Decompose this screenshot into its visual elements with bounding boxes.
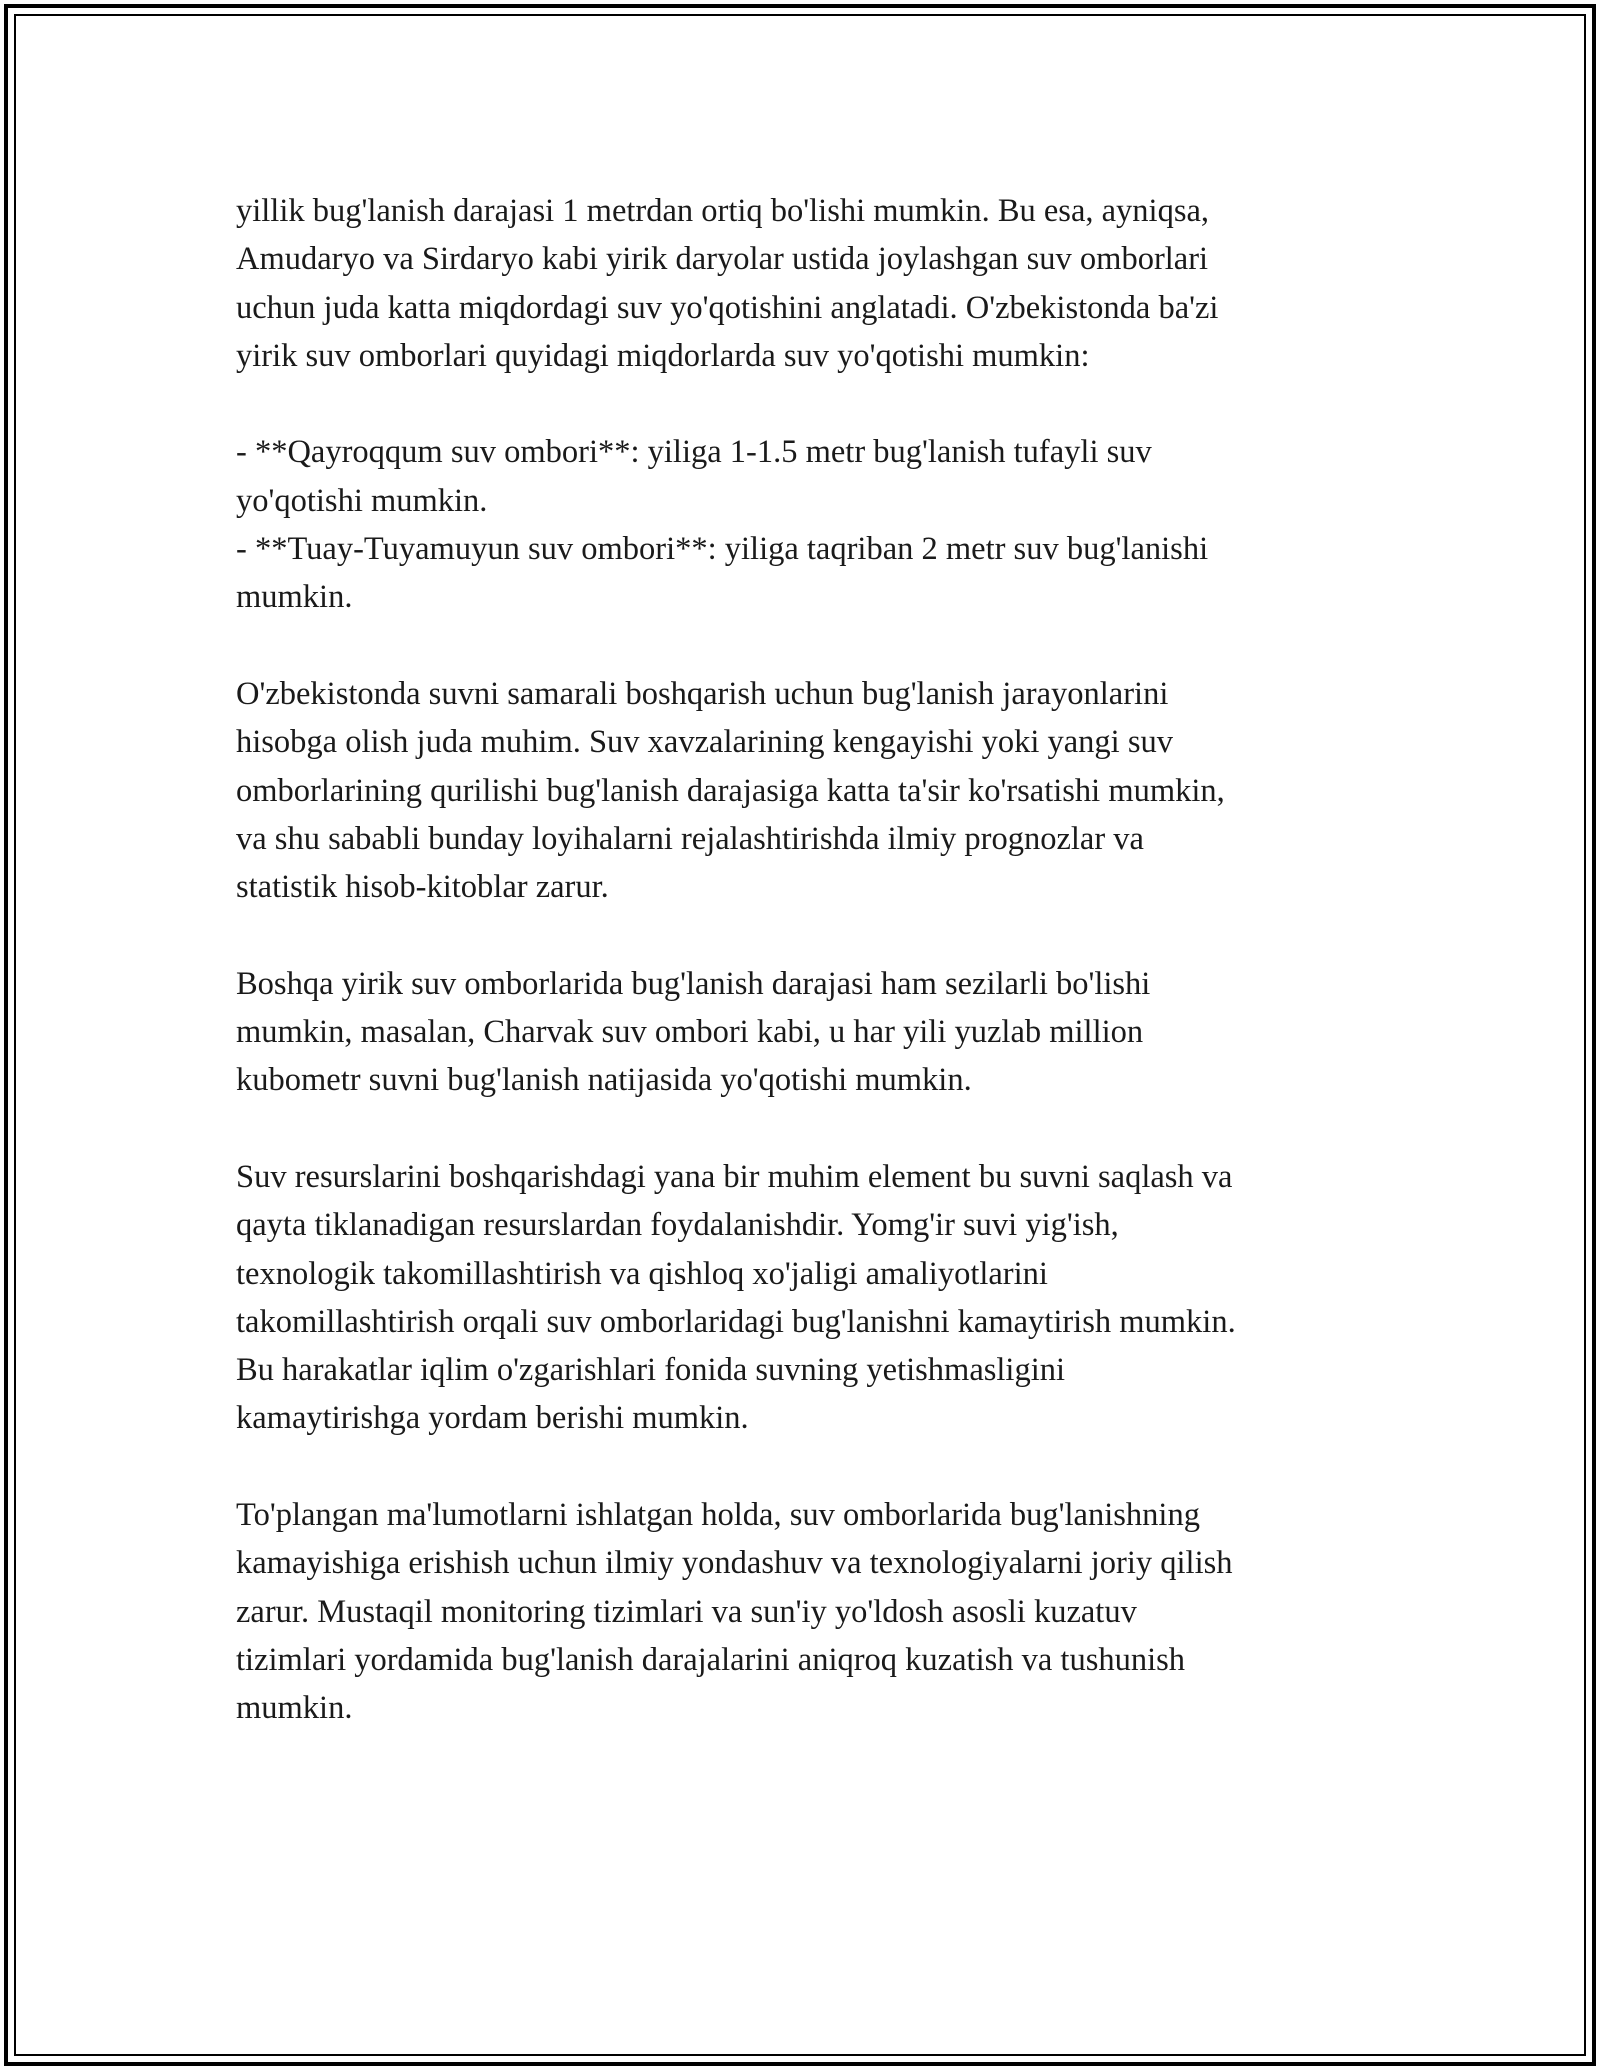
text-line: Bu harakatlar iqlim o'zgarishlari fonida suvning yetishmasligini xyxy=(236,1352,1066,1389)
text-line: va shu sababli bunday loyihalarni rejalashtirishda ilmiy prognozlar va xyxy=(236,820,1144,857)
text-line: Amudaryo va Sirdaryo kabi yirik daryolar ustida joylashgan suv omborlari xyxy=(236,241,1209,278)
list-item-line: mumkin. xyxy=(236,579,353,616)
paragraph-3 xyxy=(236,670,1376,911)
text-line: Suv resurslarini boshqarishdagi yana bir muhim element bu suvni saqlash va xyxy=(236,1158,1233,1195)
text-line: omborlarining qurilishi bug'lanish darajasiga katta ta'sir ko'rsatishi mumkin, xyxy=(236,772,1225,809)
text-line: yillik bug'lanish darajasi 1 metrdan ortiq bo'lishi mumkin. Bu esa, ayniqsa, xyxy=(236,193,1210,229)
text-line: Boshqa yirik suv omborlarida bug'lanish darajasi ham sezilarli bo'lishi xyxy=(236,965,1151,1002)
text-line: mumkin, masalan, Charvak suv ombori kabi, u har yili yuzlab million xyxy=(236,1014,1144,1051)
text-line: kubometr suvni bug'lanish natijasida yo'qotishi mumkin. xyxy=(236,1062,972,1099)
paragraph-4 xyxy=(236,960,1376,1105)
text-line: hisobga olish juda muhim. Suv xavzalarining kengayishi yoki yangi suv xyxy=(236,724,1173,761)
text-line: uchun juda katta miqdordagi suv yo'qotishini anglatadi. O'zbekistonda ba'zi xyxy=(236,289,1219,326)
paragraph-6 xyxy=(236,1491,1376,1732)
text-line: To'plangan ma'lumotlarni ishlatgan holda, suv omborlarida bug'lanishning xyxy=(236,1497,1200,1534)
text-line: O'zbekistonda suvni samarali boshqarish uchun bug'lanish jarayonlarini xyxy=(236,675,1169,712)
text-line: kamaytirishga yordam berishi mumkin. xyxy=(236,1400,749,1437)
list-item-line: yo'qotishi mumkin. xyxy=(236,482,488,519)
text-line: qayta tiklanadigan resurslardan foydalanishdir. Yomg'ir suvi yig'ish, xyxy=(236,1207,1119,1244)
text-line: mumkin. xyxy=(236,1690,353,1727)
text-line: texnologik takomillashtirish va qishloq xo'jaligi amaliyotlarini xyxy=(236,1255,1048,1292)
text-line: tizimlari yordamida bug'lanish darajalarini aniqroq kuzatish va tushunish xyxy=(236,1641,1186,1678)
paragraph-1 xyxy=(236,187,1376,380)
text-line: zarur. Mustaqil monitoring tizimlari va sun'iy yo'ldosh asosli kuzatuv xyxy=(236,1593,1137,1630)
text-line: yirik suv omborlari quyidagi miqdorlarda suv yo'qotishi mumkin: xyxy=(236,337,1090,374)
text-line: takomillashtirish orqali suv omborlaridagi bug'lanishni kamaytirish mumkin. xyxy=(236,1303,1236,1340)
paragraph-5 xyxy=(236,1153,1376,1443)
text-line: kamayishiga erishish uchun ilmiy yondashuv va texnologiyalarni joriy qilish xyxy=(236,1545,1233,1582)
list-item-line: - **Qayroqqum suv ombori**: yiliga 1-1.5 metr bug'lanish tufayli suv xyxy=(236,434,1152,471)
text-line: statistik hisob-kitoblar zarur. xyxy=(236,869,609,906)
paragraph-2-list xyxy=(236,428,1376,621)
list-item-line: - **Tuay-Tuyamuyun suv ombori**: yiliga taqriban 2 metr suv bug'lanishi xyxy=(236,531,1209,568)
document-body xyxy=(236,187,1376,1733)
